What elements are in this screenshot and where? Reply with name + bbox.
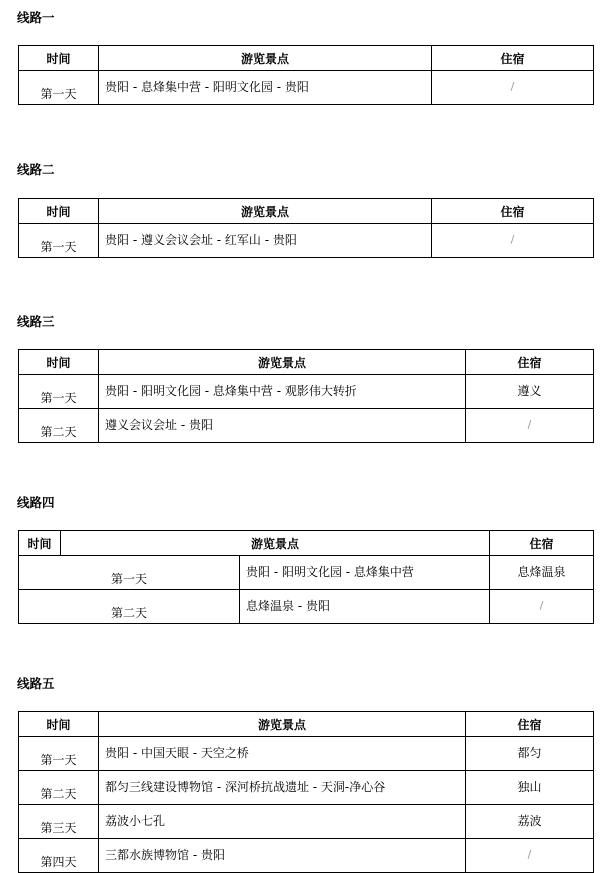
spots-cell: 三都水族博物馆 - 贵阳 [99, 839, 466, 873]
day-cell: 第一天 [19, 224, 99, 258]
route-2-table [18, 198, 594, 258]
header-row [19, 46, 594, 71]
day-cell: 第二天 [19, 771, 99, 805]
stay-cell: / [490, 590, 594, 624]
route-4-table [18, 530, 594, 624]
table-row [19, 805, 594, 839]
header-stay: 住宿 [466, 712, 594, 737]
header-time: 时间 [19, 350, 99, 375]
header-stay: 住宿 [466, 350, 594, 375]
spots-cell: 贵阳 - 遵义会议会址 - 红军山 - 贵阳 [99, 224, 432, 258]
header-row [19, 531, 594, 556]
table-row [19, 224, 594, 258]
table-row [19, 839, 594, 873]
route-1-table [18, 45, 594, 105]
day-cell: 第二天 [19, 590, 240, 624]
header-time: 时间 [19, 531, 61, 556]
stay-cell: 息烽温泉 [490, 556, 594, 590]
header-stay: 住宿 [432, 199, 594, 224]
header-time: 时间 [19, 712, 99, 737]
header-spots: 游览景点 [61, 531, 490, 556]
stay-cell: 都匀 [466, 737, 594, 771]
header-spots: 游览景点 [99, 350, 466, 375]
day-cell: 第二天 [19, 409, 99, 443]
stay-cell: / [466, 839, 594, 873]
stay-cell: 独山 [466, 771, 594, 805]
day-cell: 第一天 [19, 375, 99, 409]
table-row [19, 590, 594, 624]
header-row [19, 350, 594, 375]
spots-cell: 息烽温泉 - 贵阳 [240, 590, 490, 624]
spots-cell: 荔波小七孔 [99, 805, 466, 839]
header-stay: 住宿 [432, 46, 594, 71]
table-row [19, 556, 594, 590]
route-5-table [18, 711, 594, 873]
header-spots: 游览景点 [99, 199, 432, 224]
day-cell: 第四天 [19, 839, 99, 873]
day-cell: 第三天 [19, 805, 99, 839]
header-spots: 游览景点 [99, 46, 432, 71]
header-time: 时间 [19, 46, 99, 71]
day-cell: 第一天 [19, 71, 99, 105]
header-row [19, 199, 594, 224]
table-row [19, 71, 594, 105]
spots-cell: 贵阳 - 阳明文化园 - 息烽集中营 [240, 556, 490, 590]
stay-cell: / [432, 224, 594, 258]
header-row [19, 712, 594, 737]
header-stay: 住宿 [490, 531, 594, 556]
table-row [19, 375, 594, 409]
stay-cell: / [432, 71, 594, 105]
route-3-table [18, 349, 594, 443]
route-3-title: 线路三 [17, 314, 55, 329]
header-spots: 游览景点 [99, 712, 466, 737]
stay-cell: 遵义 [466, 375, 594, 409]
stay-cell: 荔波 [466, 805, 594, 839]
route-1-title: 线路一 [17, 10, 55, 25]
route-2-title: 线路二 [17, 162, 55, 177]
table-row [19, 737, 594, 771]
route-5-title: 线路五 [17, 676, 55, 691]
route-4-title: 线路四 [17, 495, 55, 510]
day-cell: 第一天 [19, 737, 99, 771]
table-row [19, 409, 594, 443]
spots-cell: 遵义会议会址 - 贵阳 [99, 409, 466, 443]
spots-cell: 贵阳 - 息烽集中营 - 阳明文化园 - 贵阳 [99, 71, 432, 105]
day-cell: 第一天 [19, 556, 240, 590]
header-time: 时间 [19, 199, 99, 224]
stay-cell: / [466, 409, 594, 443]
table-row [19, 771, 594, 805]
spots-cell: 贵阳 - 阳明文化园 - 息烽集中营 - 观影伟大转折 [99, 375, 466, 409]
spots-cell: 贵阳 - 中国天眼 - 天空之桥 [99, 737, 466, 771]
spots-cell: 都匀三线建设博物馆 - 深河桥抗战遗址 - 天洞-净心谷 [99, 771, 466, 805]
